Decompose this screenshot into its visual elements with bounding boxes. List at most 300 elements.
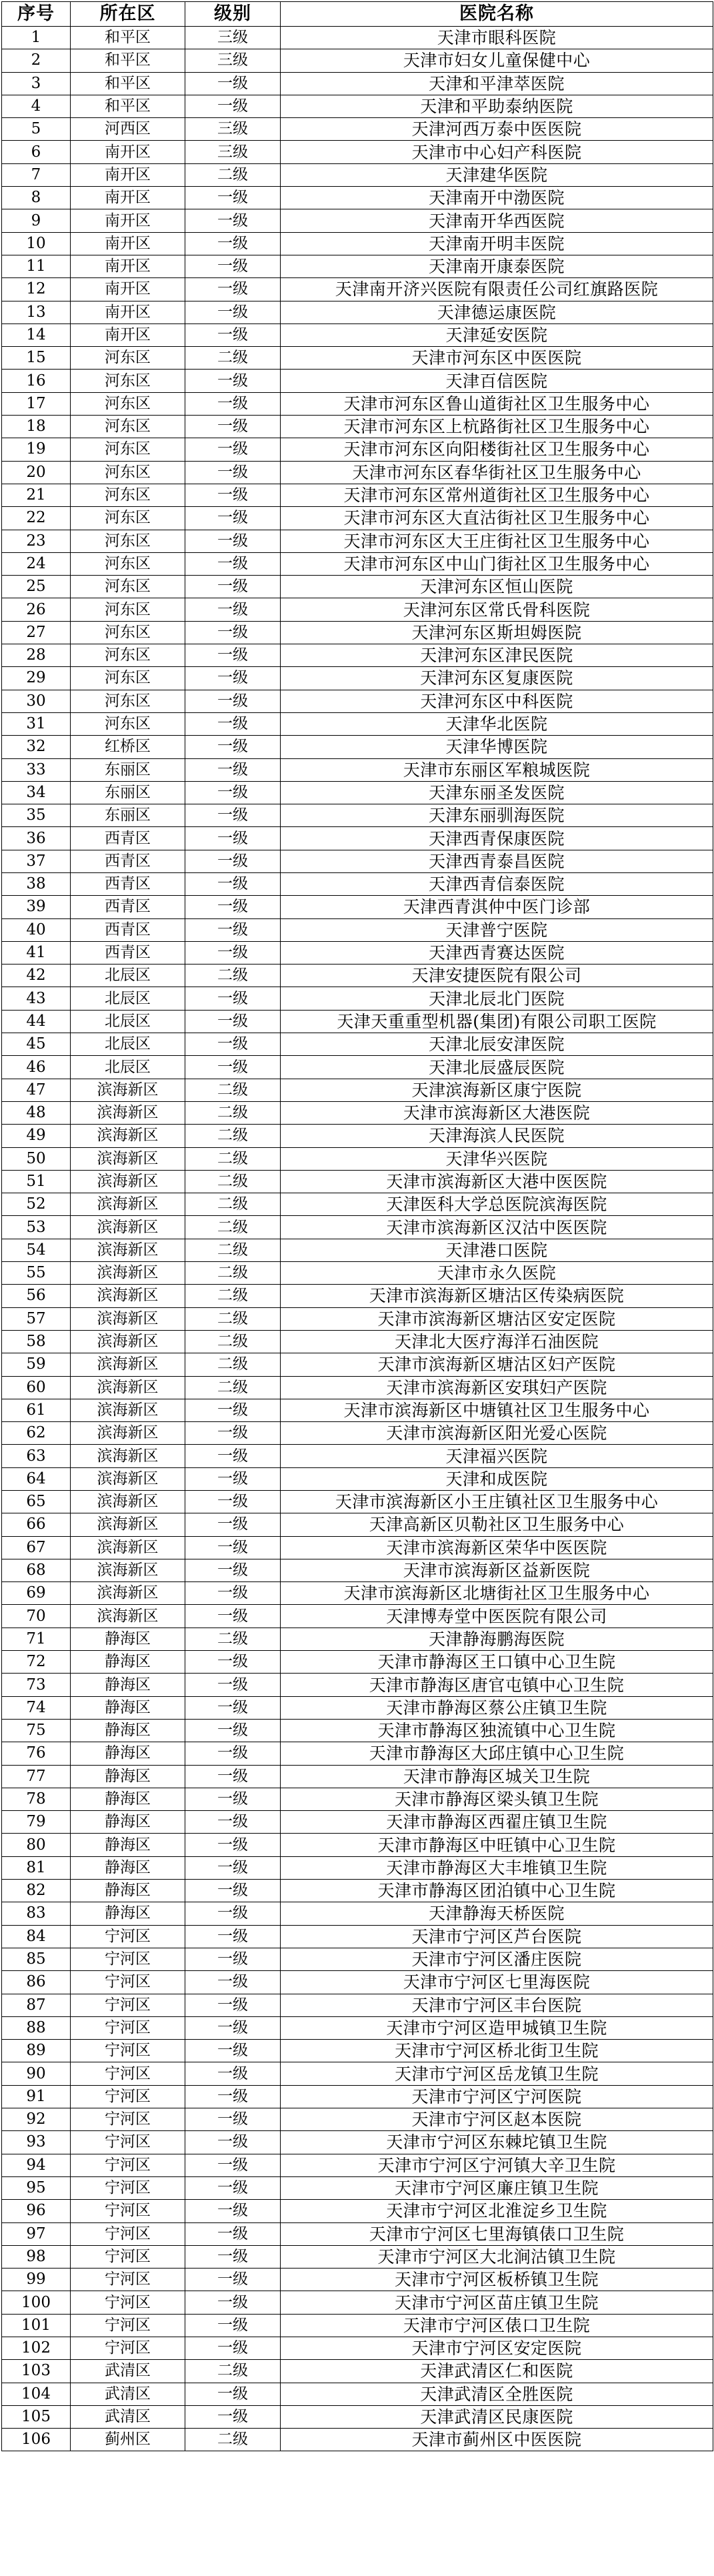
table-row bbox=[2, 2405, 713, 2428]
hospital-name-cell: 天津市宁河区潘庄医院 bbox=[281, 1948, 713, 1970]
district-cell: 滨海新区 bbox=[71, 1491, 185, 1513]
seq-cell: 17 bbox=[2, 392, 71, 415]
seq-cell: 72 bbox=[2, 1651, 71, 1674]
table-row bbox=[2, 1307, 713, 1330]
level-cell: 一级 bbox=[185, 2291, 281, 2314]
table-row bbox=[2, 301, 713, 324]
seq-cell: 57 bbox=[2, 1307, 71, 1330]
district-cell: 和平区 bbox=[71, 49, 185, 72]
table-row bbox=[2, 1536, 713, 1559]
hospital-name-cell: 天津西青保康医院 bbox=[281, 827, 713, 850]
seq-cell: 56 bbox=[2, 1285, 71, 1307]
district-cell: 河东区 bbox=[71, 416, 185, 438]
district-cell: 西青区 bbox=[71, 896, 185, 918]
hospital-name-cell: 天津市静海区城关卫生院 bbox=[281, 1765, 713, 1788]
district-cell: 滨海新区 bbox=[71, 1101, 185, 1124]
table-row bbox=[2, 2222, 713, 2245]
seq-cell: 89 bbox=[2, 2040, 71, 2062]
hospital-name-cell: 天津市滨海新区汉沽中医医院 bbox=[281, 1216, 713, 1239]
table-row bbox=[2, 2016, 713, 2039]
district-cell: 静海区 bbox=[71, 1788, 185, 1810]
hospital-name-cell: 天津医科大学总医院滨海医院 bbox=[281, 1193, 713, 1216]
level-cell: 二级 bbox=[185, 1125, 281, 1147]
table-row bbox=[2, 1285, 713, 1307]
seq-cell: 77 bbox=[2, 1765, 71, 1788]
table-row bbox=[2, 1605, 713, 1628]
level-cell: 一级 bbox=[185, 301, 281, 324]
level-cell: 一级 bbox=[185, 918, 281, 941]
table-row bbox=[2, 1696, 713, 1719]
seq-cell: 45 bbox=[2, 1033, 71, 1056]
table-row bbox=[2, 278, 713, 301]
hospital-name-cell: 天津北辰盛辰医院 bbox=[281, 1056, 713, 1079]
level-cell: 一级 bbox=[185, 552, 281, 575]
level-cell: 一级 bbox=[185, 1033, 281, 1056]
seq-cell: 94 bbox=[2, 2154, 71, 2176]
column-header-level: 级别 bbox=[185, 2, 281, 27]
table-row bbox=[2, 804, 713, 827]
seq-cell: 15 bbox=[2, 347, 71, 370]
seq-cell: 52 bbox=[2, 1193, 71, 1216]
district-cell: 河东区 bbox=[71, 667, 185, 690]
hospital-name-cell: 天津市静海区中旺镇中心卫生院 bbox=[281, 1834, 713, 1856]
seq-cell: 97 bbox=[2, 2222, 71, 2245]
level-cell: 二级 bbox=[185, 1285, 281, 1307]
table-row bbox=[2, 461, 713, 484]
seq-cell: 37 bbox=[2, 850, 71, 872]
table-row bbox=[2, 2383, 713, 2405]
district-cell: 滨海新区 bbox=[71, 1559, 185, 1581]
level-cell: 一级 bbox=[185, 1788, 281, 1810]
district-cell: 静海区 bbox=[71, 1880, 185, 1902]
hospital-name-cell: 天津建华医院 bbox=[281, 163, 713, 186]
hospital-name-cell: 天津华兴医院 bbox=[281, 1147, 713, 1170]
level-cell: 一级 bbox=[185, 1491, 281, 1513]
level-cell: 三级 bbox=[185, 118, 281, 141]
district-cell: 河西区 bbox=[71, 118, 185, 141]
district-cell: 宁河区 bbox=[71, 2291, 185, 2314]
seq-cell: 75 bbox=[2, 1719, 71, 1742]
district-cell: 滨海新区 bbox=[71, 1147, 185, 1170]
hospital-name-cell: 天津市宁河区芦台医院 bbox=[281, 1925, 713, 1948]
hospital-name-cell: 天津南开华西医院 bbox=[281, 209, 713, 232]
level-cell: 一级 bbox=[185, 187, 281, 209]
table-row bbox=[2, 2062, 713, 2085]
hospital-name-cell: 天津市宁河区俵口卫生院 bbox=[281, 2314, 713, 2337]
level-cell: 一级 bbox=[185, 1948, 281, 1970]
hospital-name-cell: 天津市静海区梁头镇卫生院 bbox=[281, 1788, 713, 1810]
table-row bbox=[2, 416, 713, 438]
level-cell: 一级 bbox=[185, 1765, 281, 1788]
hospital-name-cell: 天津市永久医院 bbox=[281, 1262, 713, 1285]
hospital-name-cell: 天津市东丽区军粮城医院 bbox=[281, 758, 713, 781]
seq-cell: 48 bbox=[2, 1101, 71, 1124]
district-cell: 静海区 bbox=[71, 1742, 185, 1765]
level-cell: 二级 bbox=[185, 1353, 281, 1376]
district-cell: 宁河区 bbox=[71, 2062, 185, 2085]
level-cell: 一级 bbox=[185, 1536, 281, 1559]
table-row bbox=[2, 1856, 713, 1879]
hospital-name-cell: 天津市宁河区七里海医院 bbox=[281, 1971, 713, 1994]
seq-cell: 58 bbox=[2, 1330, 71, 1353]
seq-cell: 35 bbox=[2, 804, 71, 827]
level-cell: 一级 bbox=[185, 712, 281, 735]
table-row bbox=[2, 941, 713, 964]
district-cell: 宁河区 bbox=[71, 2108, 185, 2131]
seq-cell: 41 bbox=[2, 941, 71, 964]
level-cell: 一级 bbox=[185, 2269, 281, 2291]
level-cell: 一级 bbox=[185, 736, 281, 758]
seq-cell: 91 bbox=[2, 2085, 71, 2108]
seq-cell: 81 bbox=[2, 1856, 71, 1879]
seq-cell: 73 bbox=[2, 1674, 71, 1696]
level-cell: 一级 bbox=[185, 598, 281, 621]
seq-cell: 54 bbox=[2, 1239, 71, 1261]
table-row bbox=[2, 712, 713, 735]
hospital-name-cell: 天津西青泰昌医院 bbox=[281, 850, 713, 872]
table-row bbox=[2, 1765, 713, 1788]
seq-cell: 14 bbox=[2, 324, 71, 346]
hospital-name-cell: 天津德运康医院 bbox=[281, 301, 713, 324]
hospital-name-cell: 天津华北医院 bbox=[281, 712, 713, 735]
district-cell: 滨海新区 bbox=[71, 1079, 185, 1101]
table-row bbox=[2, 1971, 713, 1994]
seq-cell: 104 bbox=[2, 2383, 71, 2405]
table-row bbox=[2, 49, 713, 72]
table-row bbox=[2, 872, 713, 895]
hospital-name-cell: 天津市宁河区安定医院 bbox=[281, 2337, 713, 2359]
seq-cell: 93 bbox=[2, 2131, 71, 2154]
hospital-name-cell: 天津河西万泰中医医院 bbox=[281, 118, 713, 141]
hospital-name-cell: 天津和成医院 bbox=[281, 1467, 713, 1490]
seq-cell: 101 bbox=[2, 2314, 71, 2337]
hospital-name-cell: 天津滨海新区康宁医院 bbox=[281, 1079, 713, 1101]
district-cell: 静海区 bbox=[71, 1628, 185, 1650]
district-cell: 河东区 bbox=[71, 530, 185, 552]
level-cell: 一级 bbox=[185, 255, 281, 277]
district-cell: 滨海新区 bbox=[71, 1239, 185, 1261]
table-row bbox=[2, 232, 713, 255]
table-row bbox=[2, 1193, 713, 1216]
column-header-hospital-name: 医院名称 bbox=[281, 2, 713, 27]
level-cell: 一级 bbox=[185, 827, 281, 850]
level-cell: 一级 bbox=[185, 1056, 281, 1079]
seq-cell: 85 bbox=[2, 1948, 71, 1970]
seq-cell: 12 bbox=[2, 278, 71, 301]
table-row bbox=[2, 1925, 713, 1948]
district-cell: 和平区 bbox=[71, 95, 185, 117]
hospital-name-cell: 天津市静海区大邱庄镇中心卫生院 bbox=[281, 1742, 713, 1765]
hospital-name-cell: 天津市河东区春华街社区卫生服务中心 bbox=[281, 461, 713, 484]
seq-cell: 21 bbox=[2, 484, 71, 506]
table-row bbox=[2, 621, 713, 644]
district-cell: 宁河区 bbox=[71, 2131, 185, 2154]
table-row bbox=[2, 1079, 713, 1101]
table-row bbox=[2, 118, 713, 141]
district-cell: 宁河区 bbox=[71, 2016, 185, 2039]
level-cell: 一级 bbox=[185, 438, 281, 461]
hospital-name-cell: 天津市蓟州区中医医院 bbox=[281, 2429, 713, 2451]
hospital-name-cell: 天津南开济兴医院有限责任公司红旗路医院 bbox=[281, 278, 713, 301]
district-cell: 滨海新区 bbox=[71, 1193, 185, 1216]
hospital-name-cell: 天津安捷医院有限公司 bbox=[281, 964, 713, 987]
district-cell: 河东区 bbox=[71, 576, 185, 598]
hospital-name-cell: 天津市河东区中山门街社区卫生服务中心 bbox=[281, 552, 713, 575]
seq-cell: 62 bbox=[2, 1422, 71, 1445]
table-row bbox=[2, 1010, 713, 1033]
seq-cell: 8 bbox=[2, 187, 71, 209]
table-row bbox=[2, 667, 713, 690]
seq-cell: 64 bbox=[2, 1467, 71, 1490]
hospital-name-cell: 天津东丽驯海医院 bbox=[281, 804, 713, 827]
table-row bbox=[2, 1422, 713, 1445]
district-cell: 西青区 bbox=[71, 827, 185, 850]
district-cell: 东丽区 bbox=[71, 804, 185, 827]
district-cell: 宁河区 bbox=[71, 1948, 185, 1970]
level-cell: 一级 bbox=[185, 324, 281, 346]
level-cell: 一级 bbox=[185, 1742, 281, 1765]
district-cell: 宁河区 bbox=[71, 2337, 185, 2359]
district-cell: 西青区 bbox=[71, 941, 185, 964]
level-cell: 一级 bbox=[185, 72, 281, 95]
level-cell: 一级 bbox=[185, 941, 281, 964]
district-cell: 宁河区 bbox=[71, 1971, 185, 1994]
district-cell: 滨海新区 bbox=[71, 1216, 185, 1239]
district-cell: 宁河区 bbox=[71, 2085, 185, 2108]
seq-cell: 47 bbox=[2, 1079, 71, 1101]
seq-cell: 60 bbox=[2, 1376, 71, 1399]
hospital-name-cell: 天津西青信泰医院 bbox=[281, 872, 713, 895]
district-cell: 滨海新区 bbox=[71, 1536, 185, 1559]
district-cell: 北辰区 bbox=[71, 964, 185, 987]
district-cell: 河东区 bbox=[71, 347, 185, 370]
hospital-name-cell: 天津市滨海新区大港医院 bbox=[281, 1101, 713, 1124]
table-row bbox=[2, 576, 713, 598]
seq-cell: 84 bbox=[2, 1925, 71, 1948]
table-row bbox=[2, 72, 713, 95]
table-row bbox=[2, 896, 713, 918]
table-row bbox=[2, 2314, 713, 2337]
table-row bbox=[2, 827, 713, 850]
seq-cell: 23 bbox=[2, 530, 71, 552]
table-row bbox=[2, 1445, 713, 1467]
hospital-name-cell: 天津市宁河区赵本医院 bbox=[281, 2108, 713, 2131]
district-cell: 静海区 bbox=[71, 1651, 185, 1674]
level-cell: 一级 bbox=[185, 2405, 281, 2428]
hospital-name-cell: 天津市河东区常州道街社区卫生服务中心 bbox=[281, 484, 713, 506]
hospital-name-cell: 天津南开康泰医院 bbox=[281, 255, 713, 277]
level-cell: 一级 bbox=[185, 1513, 281, 1536]
hospital-name-cell: 天津市宁河区大北涧沽镇卫生院 bbox=[281, 2245, 713, 2268]
district-cell: 滨海新区 bbox=[71, 1399, 185, 1421]
hospital-name-cell: 天津市宁河区七里海镇俵口卫生院 bbox=[281, 2222, 713, 2245]
district-cell: 滨海新区 bbox=[71, 1422, 185, 1445]
hospital-name-cell: 天津市河东区大直沽街社区卫生服务中心 bbox=[281, 507, 713, 530]
district-cell: 河东区 bbox=[71, 644, 185, 667]
level-cell: 二级 bbox=[185, 1376, 281, 1399]
seq-cell: 61 bbox=[2, 1399, 71, 1421]
table-row bbox=[2, 2131, 713, 2154]
level-cell: 二级 bbox=[185, 1079, 281, 1101]
level-cell: 一级 bbox=[185, 95, 281, 117]
district-cell: 河东区 bbox=[71, 370, 185, 392]
table-row bbox=[2, 2200, 713, 2222]
district-cell: 东丽区 bbox=[71, 758, 185, 781]
level-cell: 二级 bbox=[185, 1628, 281, 1650]
level-cell: 一级 bbox=[185, 507, 281, 530]
table-row bbox=[2, 1101, 713, 1124]
level-cell: 一级 bbox=[185, 621, 281, 644]
table-row bbox=[2, 1353, 713, 1376]
district-cell: 滨海新区 bbox=[71, 1307, 185, 1330]
table-row bbox=[2, 347, 713, 370]
seq-cell: 98 bbox=[2, 2245, 71, 2268]
seq-cell: 30 bbox=[2, 690, 71, 712]
seq-cell: 29 bbox=[2, 667, 71, 690]
level-cell: 一级 bbox=[185, 278, 281, 301]
hospital-name-cell: 天津延安医院 bbox=[281, 324, 713, 346]
level-cell: 一级 bbox=[185, 1674, 281, 1696]
hospital-name-cell: 天津和平助泰纳医院 bbox=[281, 95, 713, 117]
district-cell: 滨海新区 bbox=[71, 1376, 185, 1399]
hospital-name-cell: 天津市滨海新区益新医院 bbox=[281, 1559, 713, 1581]
seq-cell: 100 bbox=[2, 2291, 71, 2314]
district-cell: 河东区 bbox=[71, 621, 185, 644]
level-cell: 一级 bbox=[185, 416, 281, 438]
hospital-name-cell: 天津普宁医院 bbox=[281, 918, 713, 941]
district-cell: 南开区 bbox=[71, 163, 185, 186]
table-row bbox=[2, 1628, 713, 1650]
seq-cell: 46 bbox=[2, 1056, 71, 1079]
seq-cell: 20 bbox=[2, 461, 71, 484]
table-row bbox=[2, 1834, 713, 1856]
hospital-name-cell: 天津武清区民康医院 bbox=[281, 2405, 713, 2428]
seq-cell: 55 bbox=[2, 1262, 71, 1285]
hospital-name-cell: 天津河东区中科医院 bbox=[281, 690, 713, 712]
level-cell: 一级 bbox=[185, 1971, 281, 1994]
seq-cell: 24 bbox=[2, 552, 71, 575]
table-row bbox=[2, 1674, 713, 1696]
seq-cell: 88 bbox=[2, 2016, 71, 2039]
seq-cell: 26 bbox=[2, 598, 71, 621]
seq-cell: 39 bbox=[2, 896, 71, 918]
level-cell: 一级 bbox=[185, 1880, 281, 1902]
table-row bbox=[2, 1467, 713, 1490]
district-cell: 滨海新区 bbox=[71, 1582, 185, 1605]
hospital-name-cell: 天津武清区仁和医院 bbox=[281, 2360, 713, 2383]
district-cell: 河东区 bbox=[71, 507, 185, 530]
table-row bbox=[2, 1902, 713, 1925]
table-row bbox=[2, 1651, 713, 1674]
hospital-name-cell: 天津市宁河区造甲城镇卫生院 bbox=[281, 2016, 713, 2039]
table-row bbox=[2, 552, 713, 575]
table-row bbox=[2, 1582, 713, 1605]
seq-cell: 43 bbox=[2, 987, 71, 1010]
table-row bbox=[2, 1216, 713, 1239]
level-cell: 一级 bbox=[185, 1902, 281, 1925]
level-cell: 一级 bbox=[185, 2383, 281, 2405]
level-cell: 一级 bbox=[185, 1422, 281, 1445]
seq-cell: 38 bbox=[2, 872, 71, 895]
table-row bbox=[2, 2360, 713, 2383]
seq-cell: 22 bbox=[2, 507, 71, 530]
level-cell: 二级 bbox=[185, 1193, 281, 1216]
table-row bbox=[2, 1033, 713, 1056]
level-cell: 一级 bbox=[185, 2200, 281, 2222]
district-cell: 河东区 bbox=[71, 461, 185, 484]
level-cell: 一级 bbox=[185, 576, 281, 598]
table-row bbox=[2, 1994, 713, 2016]
level-cell: 一级 bbox=[185, 484, 281, 506]
district-cell: 滨海新区 bbox=[71, 1125, 185, 1147]
level-cell: 一级 bbox=[185, 1467, 281, 1490]
level-cell: 一级 bbox=[185, 1445, 281, 1467]
level-cell: 二级 bbox=[185, 1307, 281, 1330]
district-cell: 静海区 bbox=[71, 1674, 185, 1696]
seq-cell: 92 bbox=[2, 2108, 71, 2131]
hospital-name-cell: 天津河东区恒山医院 bbox=[281, 576, 713, 598]
seq-cell: 79 bbox=[2, 1811, 71, 1834]
hospital-name-cell: 天津河东区复康医院 bbox=[281, 667, 713, 690]
district-cell: 红桥区 bbox=[71, 736, 185, 758]
hospital-name-cell: 天津市宁河区苗庄镇卫生院 bbox=[281, 2291, 713, 2314]
seq-cell: 6 bbox=[2, 141, 71, 163]
hospital-name-cell: 天津市静海区大丰堆镇卫生院 bbox=[281, 1856, 713, 1879]
seq-cell: 50 bbox=[2, 1147, 71, 1170]
level-cell: 一级 bbox=[185, 1399, 281, 1421]
seq-cell: 53 bbox=[2, 1216, 71, 1239]
district-cell: 静海区 bbox=[71, 1719, 185, 1742]
level-cell: 一级 bbox=[185, 850, 281, 872]
district-cell: 滨海新区 bbox=[71, 1262, 185, 1285]
district-cell: 静海区 bbox=[71, 1902, 185, 1925]
table-row bbox=[2, 392, 713, 415]
column-header-seq: 序号 bbox=[2, 2, 71, 27]
hospital-name-cell: 天津市河东区中医医院 bbox=[281, 347, 713, 370]
hospital-name-cell: 天津西青赛达医院 bbox=[281, 941, 713, 964]
level-cell: 二级 bbox=[185, 1170, 281, 1193]
seq-cell: 19 bbox=[2, 438, 71, 461]
hospital-name-cell: 天津市宁河区宁河镇大辛卫生院 bbox=[281, 2154, 713, 2176]
level-cell: 一级 bbox=[185, 2314, 281, 2337]
table-row bbox=[2, 1811, 713, 1834]
table-row bbox=[2, 2040, 713, 2062]
district-cell: 河东区 bbox=[71, 552, 185, 575]
table-row bbox=[2, 530, 713, 552]
level-cell: 二级 bbox=[185, 1239, 281, 1261]
hospital-name-cell: 天津市妇女儿童保健中心 bbox=[281, 49, 713, 72]
seq-cell: 74 bbox=[2, 1696, 71, 1719]
seq-cell: 9 bbox=[2, 209, 71, 232]
level-cell: 一级 bbox=[185, 1856, 281, 1879]
level-cell: 一级 bbox=[185, 2062, 281, 2085]
seq-cell: 51 bbox=[2, 1170, 71, 1193]
seq-cell: 13 bbox=[2, 301, 71, 324]
table-row bbox=[2, 95, 713, 117]
hospital-table bbox=[1, 1, 713, 2451]
seq-cell: 69 bbox=[2, 1582, 71, 1605]
hospital-name-cell: 天津市静海区王口镇中心卫生院 bbox=[281, 1651, 713, 1674]
hospital-name-cell: 天津市滨海新区荣华中医医院 bbox=[281, 1536, 713, 1559]
seq-cell: 31 bbox=[2, 712, 71, 735]
table-row bbox=[2, 1491, 713, 1513]
hospital-name-cell: 天津市河东区鲁山道街社区卫生服务中心 bbox=[281, 392, 713, 415]
hospital-name-cell: 天津市静海区团泊镇中心卫生院 bbox=[281, 1880, 713, 1902]
table-row bbox=[2, 1719, 713, 1742]
level-cell: 一级 bbox=[185, 232, 281, 255]
district-cell: 河东区 bbox=[71, 690, 185, 712]
district-cell: 滨海新区 bbox=[71, 1330, 185, 1353]
